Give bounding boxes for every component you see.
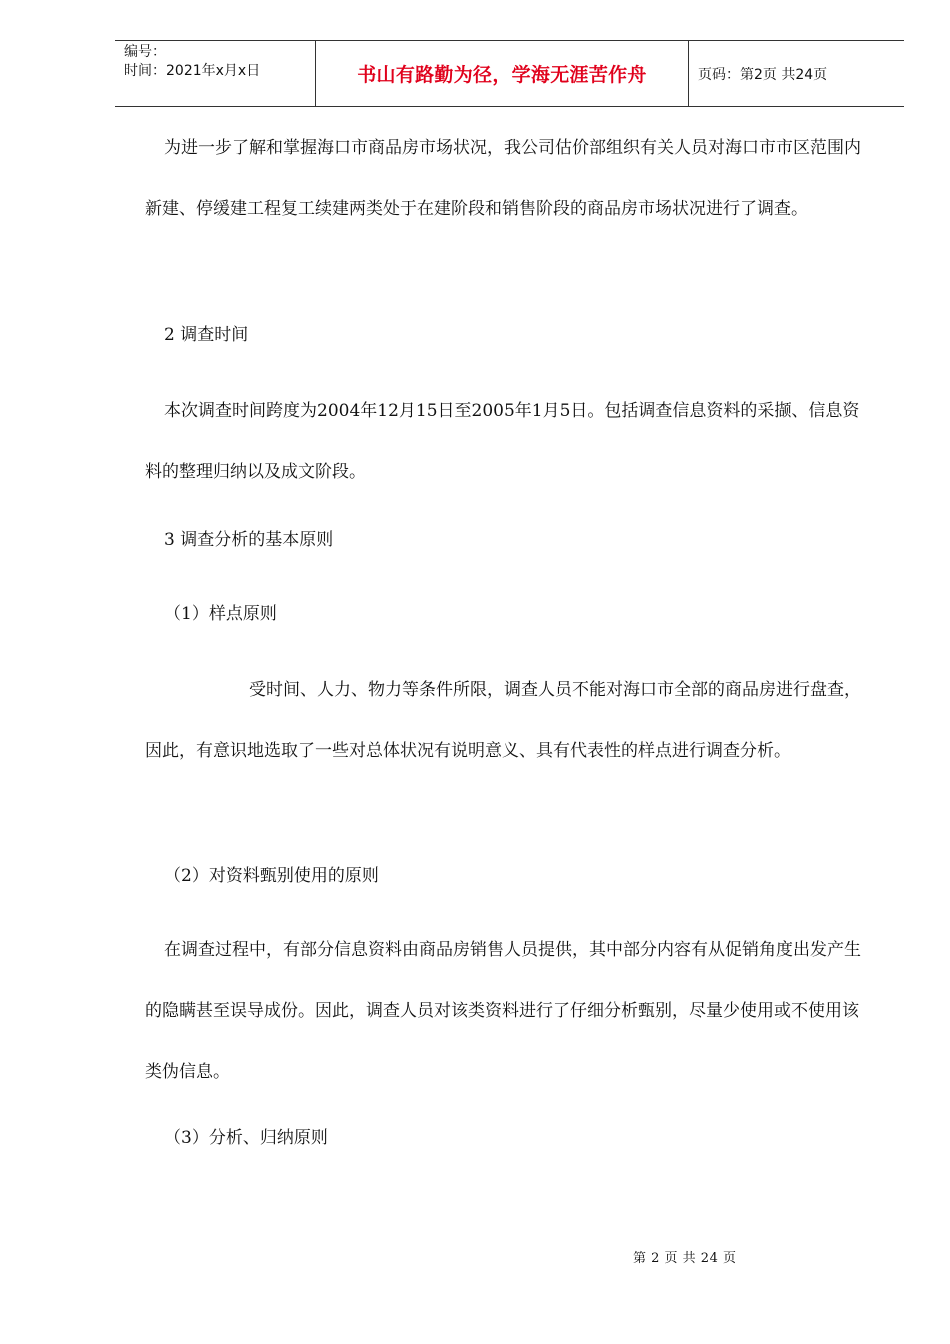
page-footer: 第 2 页 共 24 页 xyxy=(633,1251,737,1266)
document-number: 编号： xyxy=(124,44,166,60)
intro-paragraph: 为进一步了解和掌握海口市商品房市场状况，我公司估价部组织有关人员对海口市市区范围内新建、停缓建工程复工续建两类处于在建阶段和销售阶段的商品房市场状况进行了调查。 xyxy=(145,138,861,219)
header-meta xyxy=(115,41,316,106)
page-header xyxy=(115,40,904,107)
survey-time-paragraph: 本次调查时间跨度为2004年12月15日至2005年1月5日。包括调查信息资料的采撷、信息资料的整理归纳以及成文阶段。 xyxy=(145,401,860,482)
subheading-sample-principle: （1）样点原则 xyxy=(164,604,277,624)
section-heading-survey-time: 2 调查时间 xyxy=(164,325,249,345)
data-screening-paragraph: 在调查过程中，有部分信息资料由商品房销售人员提供，其中部分内容有从促销角度出发产生的隐瞒甚至误导成份。因此，调查人员对该类资料进行了仔细分析甄别，尽量少使用或不使用该类伪信息。 xyxy=(145,940,861,1082)
section-heading-principles: 3 调查分析的基本原则 xyxy=(164,530,334,550)
subheading-data-screening: （2）对资料甄别使用的原则 xyxy=(164,866,379,886)
subheading-analysis-principle: （3）分析、归纳原则 xyxy=(164,1128,328,1148)
header-motto: 书山有路勤为径，学海无涯苦作舟 xyxy=(316,41,689,106)
sample-principle-paragraph: 受时间、人力、物力等条件所限，调查人员不能对海口市全部的商品房进行盘查，因此，有意识地选取了一些对总体状况有说明意义、具有代表性的样点进行调查分析。 xyxy=(145,680,861,761)
header-page-number: 页码：第2页 共24页 xyxy=(698,66,828,83)
document-date: 时间：2021年x月x日 xyxy=(124,63,261,79)
